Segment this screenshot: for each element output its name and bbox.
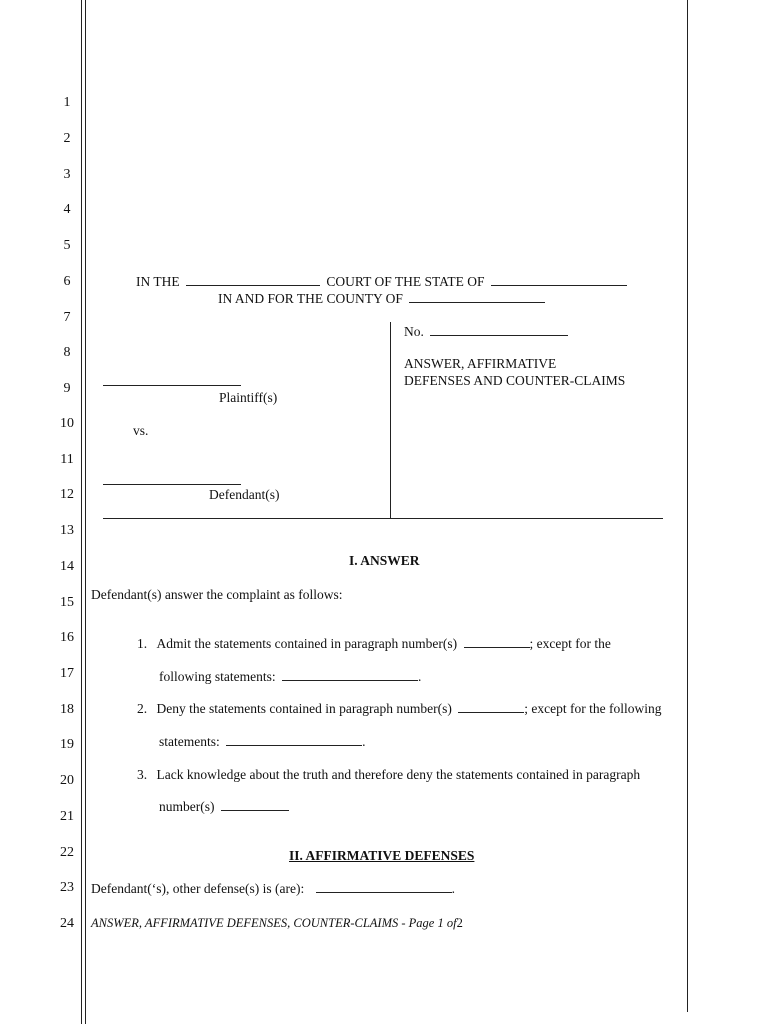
plaintiff-name-blank[interactable] — [103, 385, 241, 386]
answer-intro: Defendant(s) answer the complaint as follows: — [91, 587, 343, 602]
line-number: 22 — [60, 845, 74, 860]
line-number: 13 — [60, 523, 74, 538]
footer-title: ANSWER, AFFIRMATIVE DEFENSES, COUNTER-CLAIMS - Page — [91, 916, 435, 930]
answer-item-2-line-1 — [137, 701, 662, 717]
defenses-blank[interactable] — [316, 881, 452, 893]
court-name-blank[interactable] — [186, 274, 320, 286]
court-line-label-1: IN THE — [136, 274, 180, 289]
case-number-label: No. — [404, 324, 424, 339]
footer-total-pages: 2 — [456, 916, 463, 930]
caption-bottom-rule — [103, 518, 663, 519]
county-label: IN AND FOR THE COUNTY OF — [218, 291, 403, 306]
left-margin-rule-outer — [81, 0, 82, 1024]
defenses-heading: II. AFFIRMATIVE DEFENSES — [289, 848, 475, 863]
line-number: 18 — [60, 702, 74, 717]
line-number: 8 — [63, 345, 71, 360]
line-number: 12 — [60, 487, 74, 502]
court-line — [136, 274, 630, 290]
state-name-blank[interactable] — [491, 274, 627, 286]
line-number: 7 — [63, 310, 71, 325]
item-text: ; except for the — [529, 636, 611, 651]
answer-item-1-line-2 — [159, 669, 421, 685]
answer-item-3-line-1 — [137, 767, 640, 783]
line-number: 1 — [63, 95, 71, 110]
line-number: 16 — [60, 630, 74, 645]
item-text: Lack knowledge about the truth and therefore deny the statements contained in paragraph — [156, 767, 641, 782]
defendant-label: Defendant(s) — [209, 487, 280, 502]
right-margin-rule — [687, 0, 688, 1012]
vs-label: vs. — [133, 423, 149, 438]
defenses-line — [91, 881, 455, 897]
item-number: 1. — [137, 636, 148, 651]
item-text: following statements: — [159, 669, 276, 684]
footer-of: of — [446, 916, 457, 930]
court-line-label-2: COURT OF THE STATE OF — [326, 274, 485, 289]
line-number: 11 — [60, 452, 74, 467]
line-number: 6 — [63, 274, 71, 289]
line-number: 2 — [63, 131, 71, 146]
line-number: 21 — [60, 809, 74, 824]
item-number: 2. — [137, 701, 148, 716]
defendant-name-blank[interactable] — [103, 484, 241, 485]
statements-blank[interactable] — [226, 734, 362, 746]
line-number: 5 — [63, 238, 71, 253]
defenses-end: . — [451, 881, 456, 896]
line-number: 20 — [60, 773, 74, 788]
item-number: 3. — [137, 767, 148, 782]
statements-blank[interactable] — [282, 669, 418, 681]
paragraph-number-blank[interactable] — [458, 701, 524, 713]
item-text: Admit the statements contained in paragraph number(s) — [156, 636, 458, 651]
page-footer — [91, 916, 463, 931]
answer-heading: I. ANSWER — [349, 553, 420, 568]
plaintiff-label: Plaintiff(s) — [219, 390, 278, 405]
line-number: 4 — [63, 202, 71, 217]
answer-item-1-line-1 — [137, 636, 611, 652]
line-number: 17 — [60, 666, 74, 681]
county-name-blank[interactable] — [409, 291, 545, 303]
line-number: 23 — [60, 880, 74, 895]
line-number: 24 — [60, 916, 74, 931]
answer-item-2-line-2 — [159, 734, 366, 750]
doc-title-line-1: ANSWER, AFFIRMATIVE — [404, 356, 557, 371]
answer-item-3-line-2 — [159, 799, 292, 815]
paragraph-number-blank[interactable] — [221, 799, 289, 811]
case-number-blank[interactable] — [430, 324, 568, 336]
doc-title-line-2: DEFENSES AND COUNTER-CLAIMS — [404, 373, 626, 388]
footer-page-number: 1 — [437, 916, 444, 930]
item-text: . — [362, 734, 366, 749]
line-number: 15 — [60, 595, 74, 610]
defenses-text: Defendant(‘s), other defense(s) is (are): — [91, 881, 305, 896]
left-margin-rule-inner — [85, 0, 86, 1024]
paragraph-number-blank[interactable] — [464, 636, 530, 648]
county-line — [218, 291, 548, 307]
item-text: number(s) — [159, 799, 215, 814]
item-text: . — [417, 669, 422, 684]
line-number: 9 — [63, 381, 71, 396]
line-number: 19 — [60, 737, 74, 752]
line-number: 3 — [63, 167, 71, 182]
line-number: 10 — [60, 416, 74, 431]
case-number-line — [404, 324, 571, 340]
item-text: statements: — [159, 734, 220, 749]
line-number: 14 — [60, 559, 74, 574]
caption-divider — [390, 322, 391, 518]
item-text: ; except for the following — [524, 701, 662, 716]
item-text: Deny the statements contained in paragraph number(s) — [156, 701, 452, 716]
